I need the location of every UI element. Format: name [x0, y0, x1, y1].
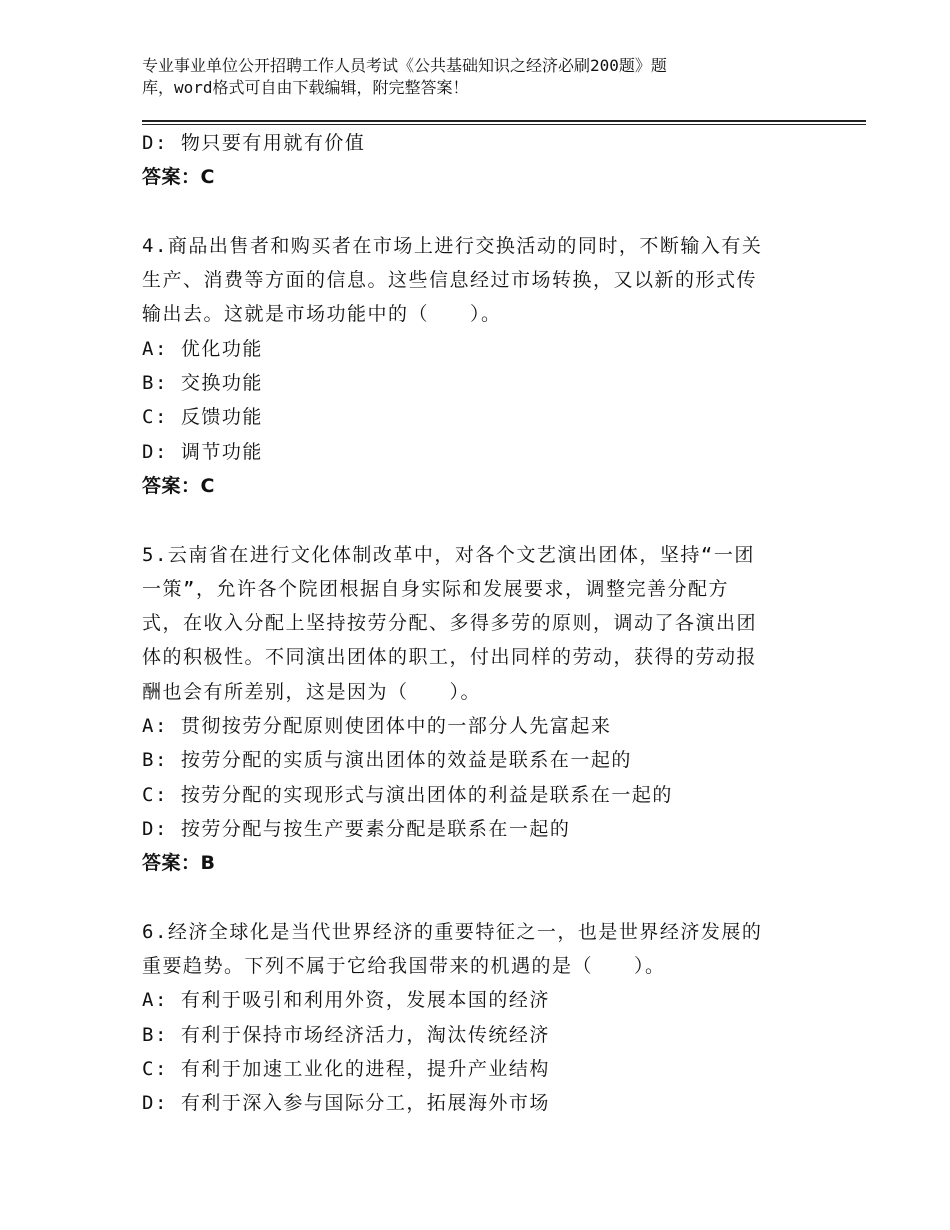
q4-option-d: D: 调节功能: [142, 440, 263, 463]
q5-stem-line: 体的积极性。不同演出团体的职工，付出同样的劳动，获得的劳动报: [142, 646, 758, 669]
q4-stem-line: 输出去。这就是市场功能中的（ ）。: [142, 303, 502, 326]
q6-option-a: A: 有利于吸引和利用外资，发展本国的经济: [142, 989, 550, 1012]
q5-option-b: B: 按劳分配的实质与演出团体的效益是联系在一起的: [142, 749, 632, 772]
q5-stem-line: 一策”，允许各个院团根据自身实际和发展要求，调整完善分配方: [142, 577, 729, 600]
q6-stem-line: 6.经济全球化是当代世界经济的重要特征之一，也是世界经济发展的: [142, 920, 763, 943]
q5-stem-line: 5.云南省在进行文化体制改革中，对各个文艺演出团体，坚持“一团: [142, 543, 755, 566]
q6-option-b: B: 有利于保持市场经济活力，淘汰传统经济: [142, 1023, 550, 1046]
q5-answer: 答案：B: [142, 852, 216, 875]
q5-option-c: C: 按劳分配的实现形式与演出团体的利益是联系在一起的: [142, 783, 673, 806]
q3-option-d: D: 物只要有用就有价值: [142, 132, 366, 154]
q3-answer: 答案：C: [142, 166, 215, 189]
q5-stem-line: 式，在收入分配上坚持按劳分配、多得多劳的原则，调动了各演出团: [142, 612, 758, 635]
question-6: [142, 915, 802, 1121]
q4-answer: 答案：C: [142, 474, 215, 497]
q6-option-c: C: 有利于加速工业化的进程，提升产业结构: [142, 1058, 550, 1081]
q5-option-a: A: 贯彻按劳分配原则使团体中的一部分人先富起来: [142, 715, 612, 738]
page-header: [142, 55, 782, 99]
header-title-line-1: 专业事业单位公开招聘工作人员考试《公共基础知识之经济必刷200题》题: [142, 56, 667, 75]
q4-option-c: C: 反馈功能: [142, 406, 263, 429]
q6-stem-line: 重要趋势。下列不属于它给我国带来的机遇的是（ ）。: [142, 955, 666, 978]
question-list: [142, 126, 802, 1121]
spacer: [142, 195, 802, 229]
question-5: [142, 538, 802, 881]
q4-option-a: A: 优化功能: [142, 337, 263, 360]
spacer: [142, 881, 802, 915]
q5-option-d: D: 按劳分配与按生产要素分配是联系在一起的: [142, 817, 571, 840]
spacer: [142, 503, 802, 537]
header-title-line-2: 库，word格式可自由下载编辑，附完整答案！: [142, 78, 469, 97]
header-rule-thin: [142, 124, 866, 125]
header-rule-thick: [142, 120, 866, 122]
q5-stem-line: 酬也会有所差别，这是因为（ ）。: [142, 680, 482, 703]
q4-stem-line: 生产、消费等方面的信息。这些信息经过市场转换，又以新的形式传: [142, 269, 758, 292]
q4-stem-line: 4.商品出售者和购买者在市场上进行交换活动的同时，不断输入有关: [142, 234, 763, 257]
q6-option-d: D: 有利于深入参与国际分工，拓展海外市场: [142, 1092, 550, 1115]
question-4: [142, 229, 802, 503]
q4-option-b: B: 交换功能: [142, 372, 263, 395]
